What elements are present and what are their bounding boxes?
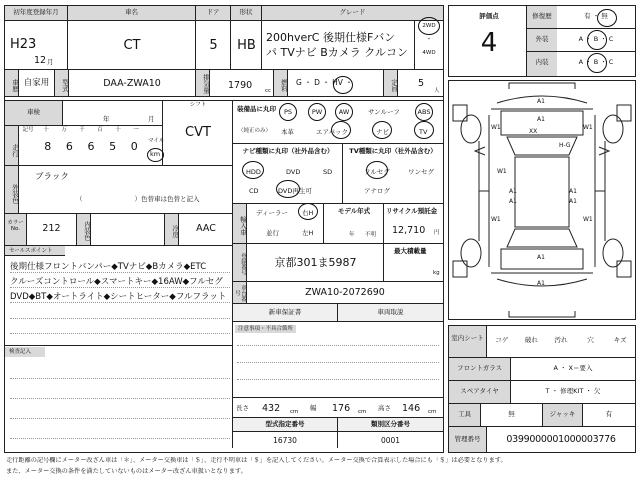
import-right-hand-circle	[298, 203, 318, 220]
drive-cell	[414, 21, 415, 70]
body-label: 形状	[231, 6, 262, 21]
mileage-label: 走行	[5, 126, 19, 166]
import-right-hand: 右H	[302, 209, 314, 217]
reg-month-value: 12	[34, 55, 47, 66]
equip-abs-circle	[415, 103, 433, 121]
exterior-note: （ ）色替車は色替と記入	[76, 195, 200, 203]
score-label: 評価点	[479, 12, 499, 20]
drive-2wd: 2WD	[422, 23, 436, 29]
spare-value: T ・ 修理KIT ・ 欠	[511, 381, 635, 404]
type-designation-label: 型式指定番号	[233, 418, 338, 432]
tv-fullseg: フルセグ	[364, 168, 390, 176]
fuel-label: 燃料	[274, 70, 288, 97]
footer-line-1: 走行距離の記号欄にメーター改ざん車は「＊」、メーター交換車は「＄」、走行不明車は「＄」を記入してください。メーター交換で合算表示した場合にも「＄」は必要となります。	[6, 457, 507, 464]
equip-aw: AW	[338, 108, 350, 116]
width-label: 幅	[310, 404, 317, 412]
import-dealer: ディーラー	[256, 209, 288, 217]
nav-header: ナビ種類に丸印（社外品含む）	[242, 147, 334, 155]
nav-cd: CD	[249, 187, 259, 195]
equip-abs: ABS	[417, 108, 431, 116]
modify-label: 修復歴	[527, 6, 557, 29]
mgmt-label: 管理番号	[449, 427, 487, 452]
damage-mark: A1	[569, 198, 577, 205]
nav-hdd: HDD	[246, 168, 261, 176]
car-diagram	[449, 81, 635, 319]
tv-header: TV種類に丸印（社外品含む）	[349, 147, 437, 155]
front-glass-label: フロントガラス	[449, 358, 511, 381]
recycle-label: リサイクル預託金	[386, 207, 438, 215]
diagram-marks	[491, 98, 593, 287]
import-left-hand: 左H	[302, 229, 314, 237]
doors-value: 5	[209, 38, 218, 53]
equip-tv: TV	[419, 128, 428, 136]
interior-label: 内装色	[77, 214, 91, 246]
ac-label: 冷房	[165, 214, 179, 246]
notes-line-1	[10, 378, 230, 379]
int-label: 内装	[527, 52, 557, 76]
registration-value: 京都301ま5987	[274, 256, 357, 269]
model-name-label: 車名	[68, 6, 196, 21]
caution-line-2	[237, 362, 439, 363]
model-year-label: モデル年式	[337, 207, 371, 215]
caution-label: 注意事項・不具合箇所	[235, 325, 296, 333]
equip-ps-circle	[279, 103, 297, 121]
score-value: 4	[480, 28, 498, 58]
equip-aw-circle	[335, 103, 353, 121]
modify-none-circle	[597, 9, 617, 27]
reg-year-label: 初年度登録年月	[5, 6, 68, 21]
exterior-label: 外装色	[5, 166, 19, 214]
type-designation-value: 16730	[233, 432, 338, 448]
max-load-label: 最大積載量	[394, 247, 427, 255]
body-value: HB	[237, 38, 256, 53]
equip-leather: 本革	[281, 128, 294, 136]
category-no-value: 0001	[380, 436, 401, 445]
ext-label: 外装	[527, 29, 557, 52]
footer-line-2: また、メーター交換の条件を満たしていないものはメーター改ざん車扱いとなります。	[6, 468, 247, 475]
equip-airbag: エアバック	[316, 128, 348, 136]
length-unit: cm	[290, 409, 299, 415]
shift-value: CVT	[185, 125, 211, 140]
notes-label: 検査記入	[5, 347, 45, 357]
damage-mark: W1	[583, 124, 593, 131]
damage-mark: W1	[491, 124, 501, 131]
import-parallel: 並行	[266, 229, 279, 237]
damage-mark: A1	[569, 188, 577, 195]
notes-line-3	[10, 418, 230, 419]
grade-line1: 200hverC 後期仕様Fバン	[266, 31, 396, 44]
mileage-unit-header: 一	[133, 127, 139, 133]
inspection-label: 車検	[5, 101, 63, 126]
damage-mark: A1	[537, 254, 545, 261]
equip-navi: ナビ	[376, 128, 389, 136]
nav-dvd-playback-circle	[276, 180, 300, 198]
mileage-digit: 8	[44, 140, 52, 153]
tools-label: 工具	[449, 404, 481, 427]
capacity-value: 5	[398, 70, 443, 97]
seat-items	[487, 326, 635, 358]
sales-line-4	[10, 318, 230, 319]
grade-line2: パ TVナビ Bカメラ クルコン	[266, 46, 408, 59]
mileage-km-circle	[147, 148, 164, 162]
disp-label: 排気量	[196, 70, 210, 97]
width-unit: cm	[358, 409, 367, 415]
inspection-month: 月	[148, 115, 155, 123]
model-year-unknown: 不明	[365, 232, 377, 238]
model-name-value: CT	[123, 38, 141, 53]
modify-options: 有 ・ 無	[557, 6, 635, 29]
damage-mark: H-G	[559, 142, 571, 149]
damage-mark: XX	[529, 128, 538, 135]
front-glass-value: A ・ X＝要入	[511, 358, 635, 381]
equipment-sublabel: （純正のみ）	[238, 128, 272, 134]
import-label: 輸入車	[233, 204, 247, 244]
notes-line-4	[10, 438, 230, 439]
damage-mark: W1	[491, 216, 501, 223]
jack-label: ジャッキ	[543, 404, 583, 427]
seat-condition-item: コゲ	[495, 336, 509, 344]
registration-label: 登録番号	[233, 244, 247, 282]
spare-label: スペアタイヤ	[449, 381, 511, 404]
category-value: 自家用	[19, 70, 55, 97]
equip-airbag-circle	[331, 121, 351, 139]
ac-value: AAC	[179, 214, 233, 246]
equip-tv-circle	[414, 121, 434, 139]
height-unit: cm	[428, 409, 437, 415]
interior-cell	[91, 214, 165, 246]
mileage-unit-header: 百	[97, 127, 103, 133]
width-value: 176	[332, 403, 351, 414]
new-car-warranty: 新車保証書	[233, 304, 338, 322]
tv-analog: アナログ	[364, 187, 390, 195]
damage-mark: A1	[509, 188, 517, 195]
disp-value: 1790	[228, 80, 253, 91]
jack-value: 有	[583, 404, 635, 427]
mileage-digits	[37, 140, 145, 160]
damage-mark: W1	[497, 168, 507, 175]
damage-mark: W1	[583, 216, 593, 223]
mileage-unit-header: 十	[43, 127, 49, 133]
mileage-digit: 5	[109, 140, 117, 153]
recycle-value: 12,710	[392, 225, 426, 236]
mileage-unit-header: 千	[79, 127, 85, 133]
grade-label: グレード	[262, 6, 443, 21]
equip-sunroof: サンルーフ	[368, 108, 400, 116]
nav-dvd: DVD	[286, 168, 301, 176]
mgmt-value: 0399000001000003776	[506, 434, 616, 445]
capacity-label: 定員	[384, 70, 398, 97]
damage-mark: A1	[537, 280, 545, 287]
drive-4wd: 4WD	[422, 50, 436, 56]
ext-options: A ・ B ・ C	[557, 29, 635, 52]
tools-value: 無	[481, 404, 543, 427]
shift-label: シフト	[189, 102, 207, 108]
ext-b-circle	[587, 30, 607, 50]
sales-line-1: 後期仕様フロントバンパー◆TVナビ◆Bカメラ◆ETC	[10, 262, 230, 273]
disp-unit: cc	[265, 88, 272, 94]
length-value: 432	[262, 403, 281, 414]
type-label: 型式	[55, 70, 69, 97]
seat-condition-item: 汚れ	[554, 336, 568, 344]
inspection-year: 年	[103, 115, 110, 123]
fuel-options: G ・ D ・ HV ・	[288, 70, 384, 97]
seat-condition-item: 破れ	[524, 336, 538, 344]
drive-2wd-circle	[418, 17, 440, 35]
mileage-unit-header: 万	[61, 127, 67, 133]
sales-line-2: クルーズコントロール◆スマートキー◆16AW◆フルセグ	[10, 277, 230, 288]
sales-points-label: セールスポイント	[5, 246, 65, 256]
nav-dvd-playback: DVD再生可	[278, 187, 312, 195]
length-label: 長さ	[236, 404, 249, 412]
equip-navi-circle	[372, 121, 392, 139]
color-no-value: 212	[27, 214, 77, 246]
category-label: 車歴	[5, 70, 19, 97]
reg-year-value: H23	[10, 37, 37, 52]
doors-label: ドア	[196, 6, 231, 21]
mileage-unit-header: 記号	[22, 127, 34, 133]
equip-pw: PW	[311, 108, 323, 116]
mileage-unit-header: 十	[115, 127, 121, 133]
exterior-value: ブラック	[35, 172, 69, 182]
fuel-hv-circle	[333, 76, 353, 94]
seat-label: 室内シート	[449, 326, 487, 358]
mileage-unit-mile: マイル	[148, 138, 165, 144]
sales-line-5	[10, 333, 230, 334]
nav-hdd-circle	[242, 161, 264, 179]
chassis-value: ZWA10-2072690	[247, 282, 443, 304]
tv-oneseg: ワンセグ	[408, 168, 434, 176]
equip-ps: PS	[283, 108, 293, 116]
seat-condition-item: キズ	[613, 336, 627, 344]
mileage-digit: 0	[130, 140, 138, 153]
vehicle-manual: 車両取説	[338, 304, 443, 322]
chassis-label: 車台番号	[233, 282, 247, 304]
drive-dot: ・	[425, 35, 433, 43]
mileage-unit-km: km	[150, 150, 161, 158]
caution-box	[233, 322, 443, 398]
height-value: 146	[402, 403, 421, 414]
int-options: A ・ B ・ C	[578, 58, 614, 66]
tv-fullseg-circle	[366, 161, 388, 179]
sales-line-3: DVD◆BT◆オートライト◆シートヒーター◆フルフラット	[10, 292, 230, 303]
mileage-unit-headers	[19, 127, 145, 137]
equip-pw-circle	[308, 103, 326, 121]
model-year-year: 年	[349, 232, 355, 238]
recycle-unit: 円	[434, 230, 440, 236]
category-no-label: 類別区分番号	[338, 418, 443, 432]
mileage-digit: 6	[65, 140, 73, 153]
seat-condition-item: 穴	[587, 336, 594, 344]
max-load-unit: kg	[433, 270, 440, 276]
caution-line-1	[237, 345, 439, 346]
color-no-label: カラーNo.	[5, 214, 27, 246]
damage-mark: A1	[509, 198, 517, 205]
caution-line-3	[237, 379, 439, 380]
equipment-label: 装備品に丸印	[237, 105, 276, 113]
damage-mark: A1	[537, 98, 545, 105]
nav-sd: SD	[323, 168, 333, 176]
notes-line-2	[10, 398, 230, 399]
height-label: 高さ	[378, 404, 391, 412]
damage-mark: A1	[537, 116, 545, 123]
reg-month-suffix: 月	[47, 58, 54, 66]
type-value: DAA-ZWA10	[69, 70, 196, 97]
capacity-unit: 人	[434, 88, 440, 94]
mileage-digit: 6	[87, 140, 95, 153]
int-b-circle	[587, 53, 607, 73]
